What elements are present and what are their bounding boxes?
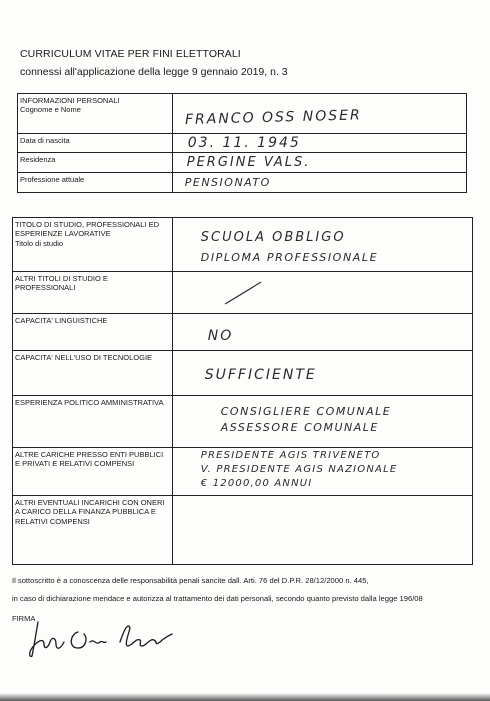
handwritten-signature	[24, 612, 184, 662]
personal-info-table	[17, 93, 467, 193]
other-roles-value-1: PRESIDENTE AGIS TRIVENETO	[200, 450, 381, 461]
birth-value-cell[interactable]	[172, 134, 466, 153]
birth-label: Data di nascita	[18, 134, 173, 153]
other-titles-row	[13, 272, 473, 314]
residence-value-cell[interactable]	[172, 153, 466, 173]
study-value-1: SCUOLA OBBLIGO	[200, 230, 346, 245]
residence-label: Residenza	[18, 153, 173, 173]
name-label-cell	[18, 94, 173, 134]
declaration-line-2: in caso di dichiarazione mendace e autorizza al trattamento dei dati personali, secondo quanto previsto dalla legge 196/08	[12, 594, 423, 603]
political-value-cell[interactable]	[172, 396, 472, 448]
study-row	[13, 218, 473, 272]
political-label: ESPERIENZA POLITICO AMMINISTRATIVA	[13, 396, 173, 448]
residence-value: PERGINE VALS.	[186, 155, 311, 170]
dash-mark	[221, 278, 281, 308]
name-value: FRANCO OSS NOSER	[184, 107, 362, 128]
languages-label: CAPACITA' LINGUISTICHE	[13, 314, 173, 351]
study-label-cell	[13, 218, 173, 272]
name-value-cell[interactable]	[172, 94, 466, 134]
document-subtitle: connessi all'applicazione della legge 9 gennaio 2019, n. 3	[20, 66, 288, 78]
public-charges-row	[13, 496, 473, 565]
study-sublabel: Titolo di studio	[15, 238, 64, 248]
other-roles-value-3: € 12000,00 ANNUI	[200, 478, 313, 489]
birth-value: 03. 11. 1945	[187, 135, 301, 151]
public-charges-label: ALTRI EVENTUALI INCARICHI CON ONERI A CARICO DELLA FINANZA PUBBLICA E RELATIVI COMPENSI	[13, 496, 173, 565]
scan-edge-shadow	[0, 693, 490, 701]
name-row	[18, 94, 467, 134]
profession-row	[18, 173, 467, 193]
languages-value: NO	[207, 328, 234, 344]
study-value-cell[interactable]	[172, 218, 472, 272]
document-title: CURRICULUM VITAE PER FINI ELETTORALI	[20, 48, 241, 60]
signature-label: FIRMA	[12, 614, 36, 623]
other-roles-value-2: V. PRESIDENTE AGIS NAZIONALE	[200, 464, 398, 475]
other-titles-value-cell[interactable]	[172, 272, 472, 314]
tech-value-cell[interactable]	[172, 351, 472, 396]
profession-value: PENSIONATO	[184, 176, 271, 189]
other-titles-label: ALTRI TITOLI DI STUDIO E PROFESSIONALI	[13, 272, 173, 314]
declaration-line-1: Il sottoscritto è a conoscenza delle responsabilità penali sancite dall. Arti. 76 del D.P.R. 28/12/2000 n. 445,	[12, 576, 369, 585]
tech-label: CAPACITA' NELL'USO DI TECNOLOGIE	[13, 351, 173, 396]
political-row	[13, 396, 473, 448]
languages-value-cell[interactable]	[172, 314, 472, 351]
public-charges-value-cell[interactable]	[172, 496, 472, 565]
other-roles-value-cell[interactable]	[172, 448, 472, 496]
study-value-2: DIPLOMA PROFESSIONALE	[200, 251, 379, 264]
other-roles-label: ALTRE CARICHE PRESSO ENTI PUBBLICI E PRIVATI E RELATIVI COMPENSI	[13, 448, 173, 496]
languages-row	[13, 314, 473, 351]
other-roles-row	[13, 448, 473, 496]
political-value-2: ASSESSORE COMUNALE	[220, 421, 379, 434]
tech-row	[13, 351, 473, 396]
tech-value: SUFFICIENTE	[204, 367, 317, 383]
profession-value-cell[interactable]	[172, 173, 466, 193]
residence-row	[18, 153, 467, 173]
political-value-1: CONSIGLIERE COMUNALE	[220, 405, 392, 418]
study-label: TITOLO DI STUDIO, PROFESSIONALI ED ESPERIENZE LAVORATIVE	[15, 220, 160, 239]
cv-table	[12, 217, 473, 565]
name-label: Cognome e Nome	[20, 105, 81, 115]
personal-section-label: INFORMAZIONI PERSONALI	[20, 96, 120, 105]
birth-row	[18, 134, 467, 153]
profession-label: Professione attuale	[18, 173, 173, 193]
